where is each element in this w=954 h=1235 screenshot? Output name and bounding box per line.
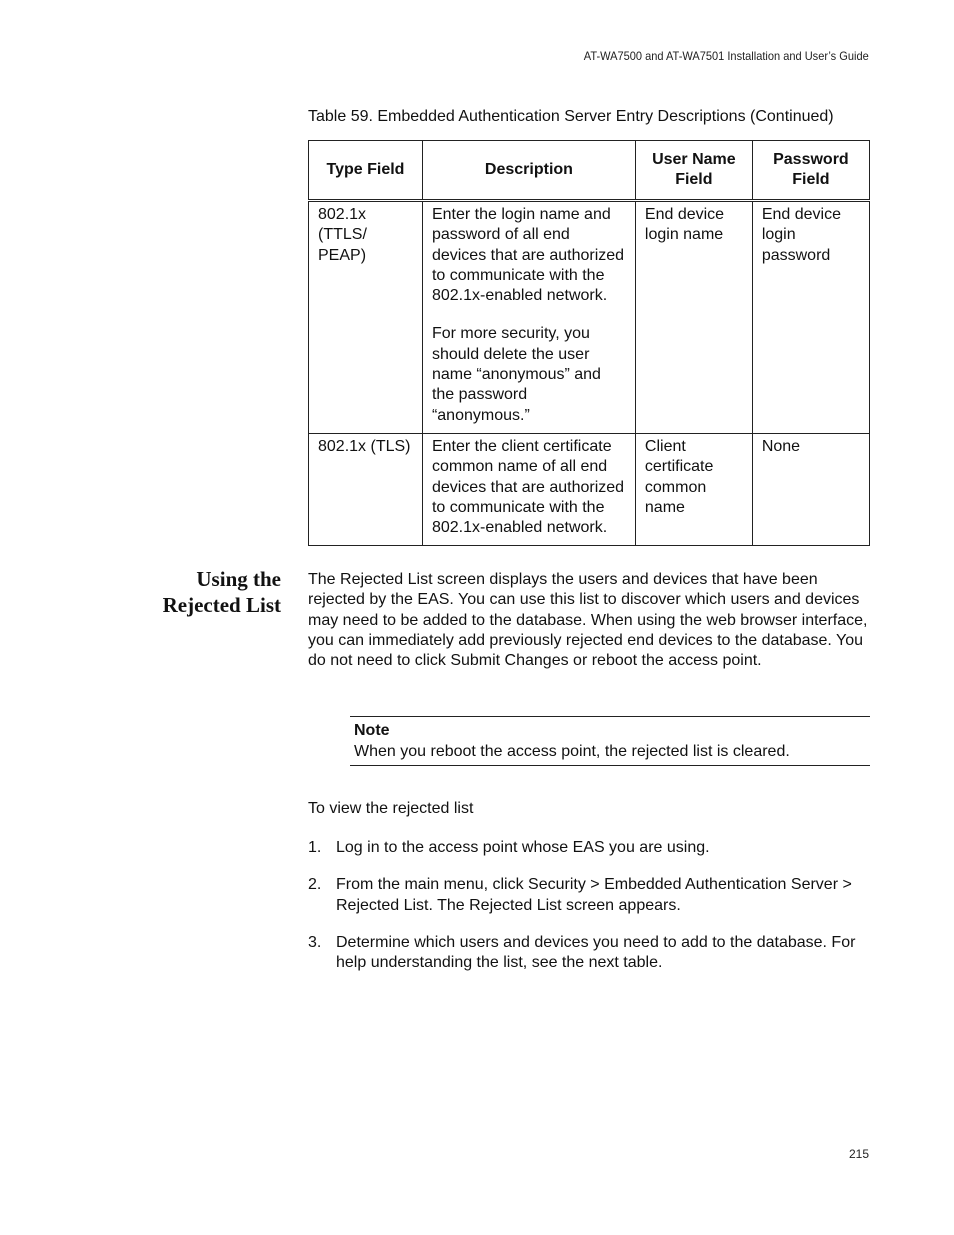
table-caption: Table 59. Embedded Authentication Server Entry Descriptions (Continued) <box>308 108 834 125</box>
type-field-text: 802.1x (TTLS/ PEAP) <box>318 206 367 264</box>
list-item <box>308 933 870 974</box>
description-paragraph: For more security, you should delete the user name “anonymous” and the password “anonymous.” <box>431 325 601 424</box>
eas-entry-table <box>308 140 870 546</box>
section-heading <box>163 566 281 618</box>
user-name-text: End device login name <box>644 206 725 244</box>
table-header-row <box>309 141 870 201</box>
page-number: 215 <box>848 1147 869 1161</box>
password-text: None <box>761 437 801 455</box>
description-paragraph: Enter the client certificate common name of all end devices that are authorized to communicate with the 802.1x-enabled network. <box>431 437 625 537</box>
column-header-user-name-field: User Name Field <box>635 141 752 201</box>
step-number: 2. <box>308 876 322 894</box>
note-text: When you reboot the access point, the rejected list is cleared. <box>354 743 790 760</box>
section-intro-paragraph: The Rejected List screen displays the users and devices that have been rejected by the EAS. You can use this list to discover which users and devices may need to be added to the database. When using the web browser interface, you can immediately add previously rejected end devices to the database. You do not need to click Submit Changes or reboot the access point. <box>308 571 868 670</box>
user-name-text: Client certificate common name <box>644 437 714 516</box>
type-field-cell <box>309 433 423 545</box>
list-item <box>308 838 870 858</box>
column-header-type-field: Type Field <box>309 141 423 201</box>
running-header: AT-WA7500 and AT-WA7501 Installation and User’s Guide <box>584 49 869 63</box>
table-row <box>309 433 870 545</box>
description-cell <box>422 201 635 434</box>
procedure-intro: To view the rejected list <box>308 800 474 817</box>
password-cell <box>752 433 869 545</box>
procedure-steps <box>308 838 870 990</box>
description-cell <box>422 433 635 545</box>
step-number: 1. <box>308 839 322 856</box>
section-heading-line: Rejected List <box>162 593 281 617</box>
note-box <box>350 716 870 766</box>
section-heading-line: Using the <box>196 567 281 591</box>
column-header-password-field: Password Field <box>752 141 869 201</box>
list-item <box>308 875 870 916</box>
note-title: Note <box>354 722 390 739</box>
step-number: 3. <box>308 933 322 951</box>
description-paragraph: Enter the login name and password of all end devices that are authorized to communicate with the 802.1x-enabled network. <box>431 206 625 305</box>
column-header-description: Description <box>422 141 635 201</box>
type-field-text: 802.1x (TLS) <box>318 437 411 455</box>
password-text: End device login password <box>761 206 841 264</box>
step-text: Determine which users and devices you need to add to the database. For help understanding the list, see the next table. <box>336 933 856 972</box>
user-name-cell <box>635 433 752 545</box>
table-row <box>309 201 870 434</box>
user-name-cell <box>635 201 752 434</box>
step-text: From the main menu, click Security > Embedded Authentication Server > Rejected List. The Rejected List screen appears. <box>336 876 852 914</box>
step-text: Log in to the access point whose EAS you are using. <box>336 839 710 856</box>
type-field-cell <box>309 201 423 434</box>
password-cell <box>752 201 869 434</box>
